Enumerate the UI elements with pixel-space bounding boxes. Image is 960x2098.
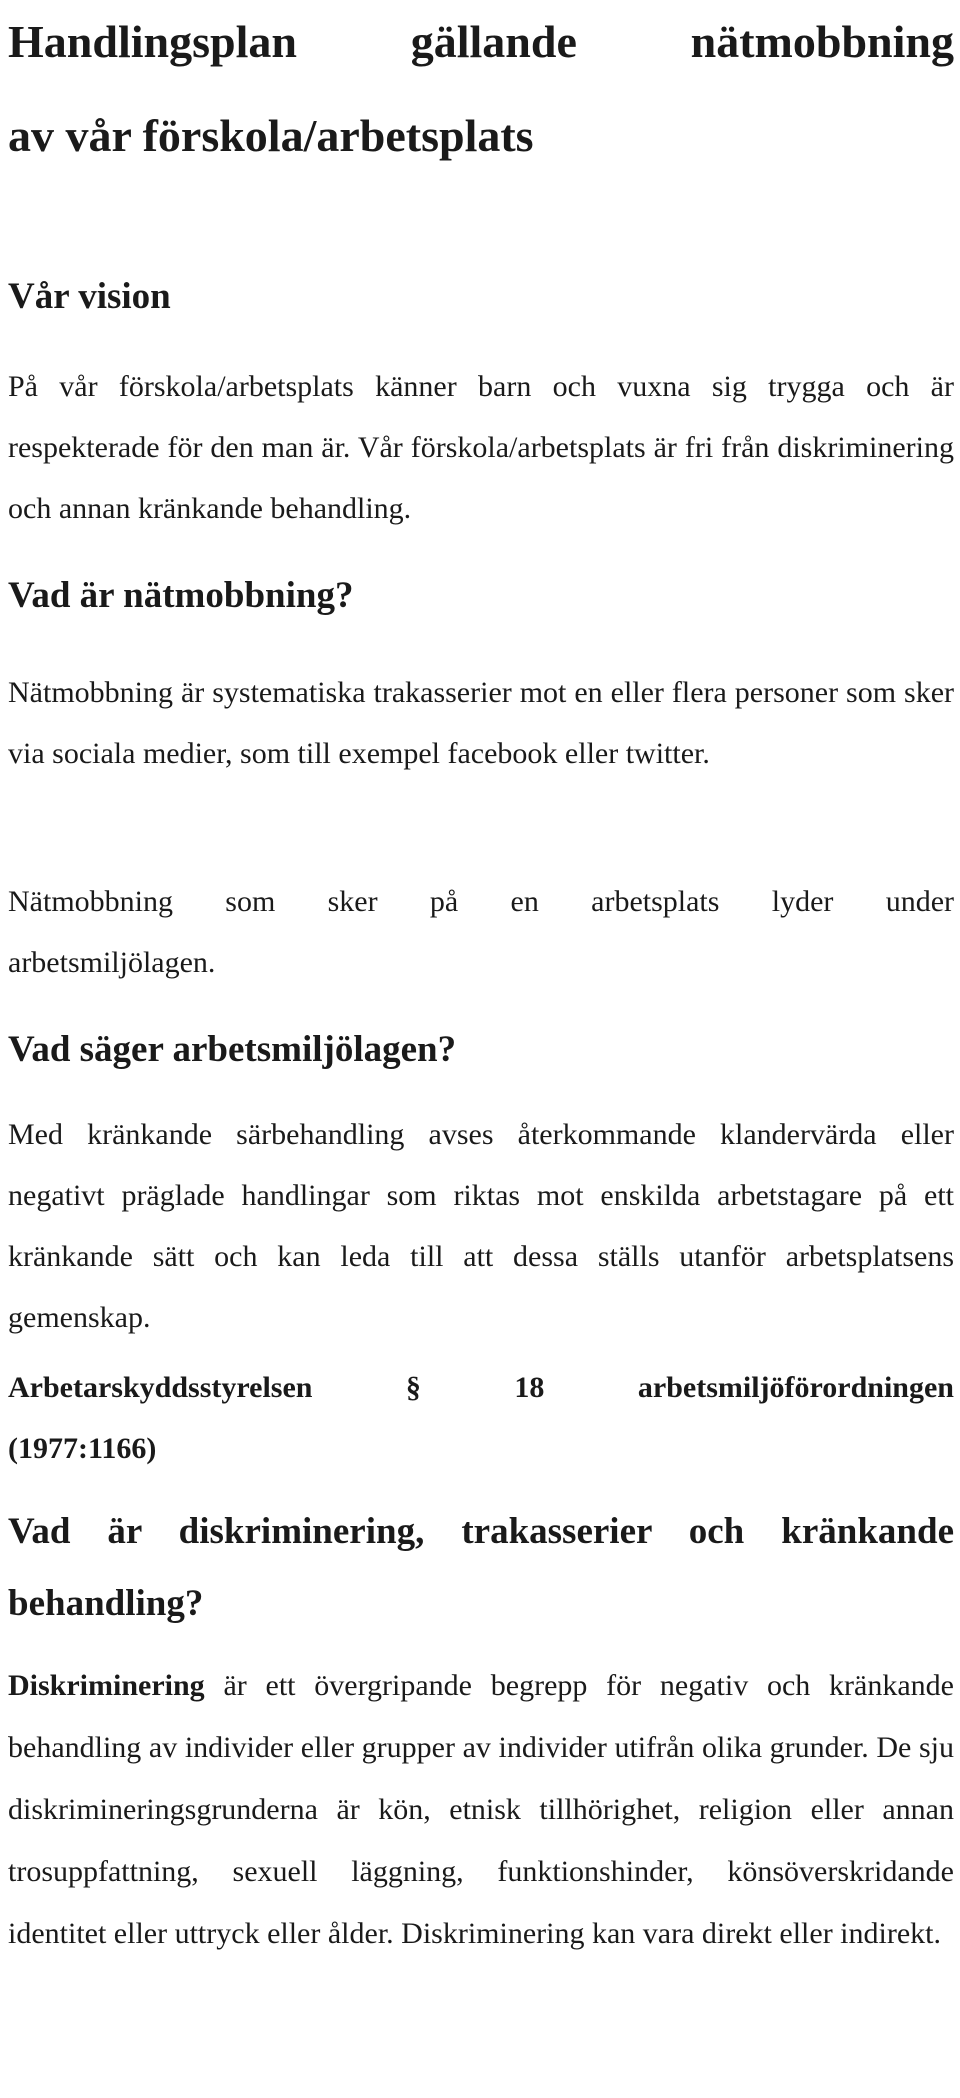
document-title-line-1: Handlingsplan gällande nätmobbning [8,16,954,67]
vision-paragraph: På vår förskola/arbetsplats känner barn och vuxna sig trygga och är respekterade för den man är. Vår förskola/arbetsplats är fri från diskriminering och annan kränkande behandling. [8,370,954,525]
discrimination-heading: Vad är diskriminering, trakasserier och kränkande behandling? [8,1511,954,1624]
discrimination-paragraph [8,1655,954,1965]
law-reference [8,1357,954,1479]
document-title-line-2: av vår förskola/arbetsplats [8,110,534,161]
law-reference-line-1: Arbetarskyddsstyrelsen § 18 arbetsmiljöförordningen [8,1371,954,1404]
what-is-heading: Vad är nätmobbning? [8,575,354,616]
law-paragraph: Med kränkande särbehandling avses återkommande klandervärda eller negativt präglade handlingar som riktas mot enskilda arbetstagare på ett kränkande sätt och kan leda till att dessa ställs utanför arbetsplatsens gemenskap. [8,1118,954,1334]
discrimination-paragraph-text: är ett övergripande begrepp för negativ och kränkande behandling av individer eller grupper av individer utifrån olika grunder. De sju diskrimineringsgrunderna är kön, etnisk tillhörighet, religion eller annan trosuppfattning, sexuell läggning, funktionshinder, könsöverskridande identitet eller uttryck eller ålder. Diskriminering kan vara direkt eller indirekt. [8,1669,954,1950]
law-reference-line-2: (1977:1166) [8,1432,157,1465]
document-title [8,0,954,183]
what-is-paragraph-2 [8,871,954,993]
what-is-paragraph-1: Nätmobbning är systematiska trakasserier mot en eller flera personer som sker via sociala medier, som till exempel facebook eller twitter. [8,676,954,770]
law-heading: Vad säger arbetsmiljölagen? [8,1029,457,1070]
what-is-paragraph-2-line-1: Nätmobbning som sker på en arbetsplats lyder under [8,885,954,918]
vision-heading: Vår vision [8,276,171,317]
what-is-paragraph-2-line-2: arbetsmiljölagen. [8,946,216,979]
discrimination-term: Diskriminering [8,1669,205,1702]
